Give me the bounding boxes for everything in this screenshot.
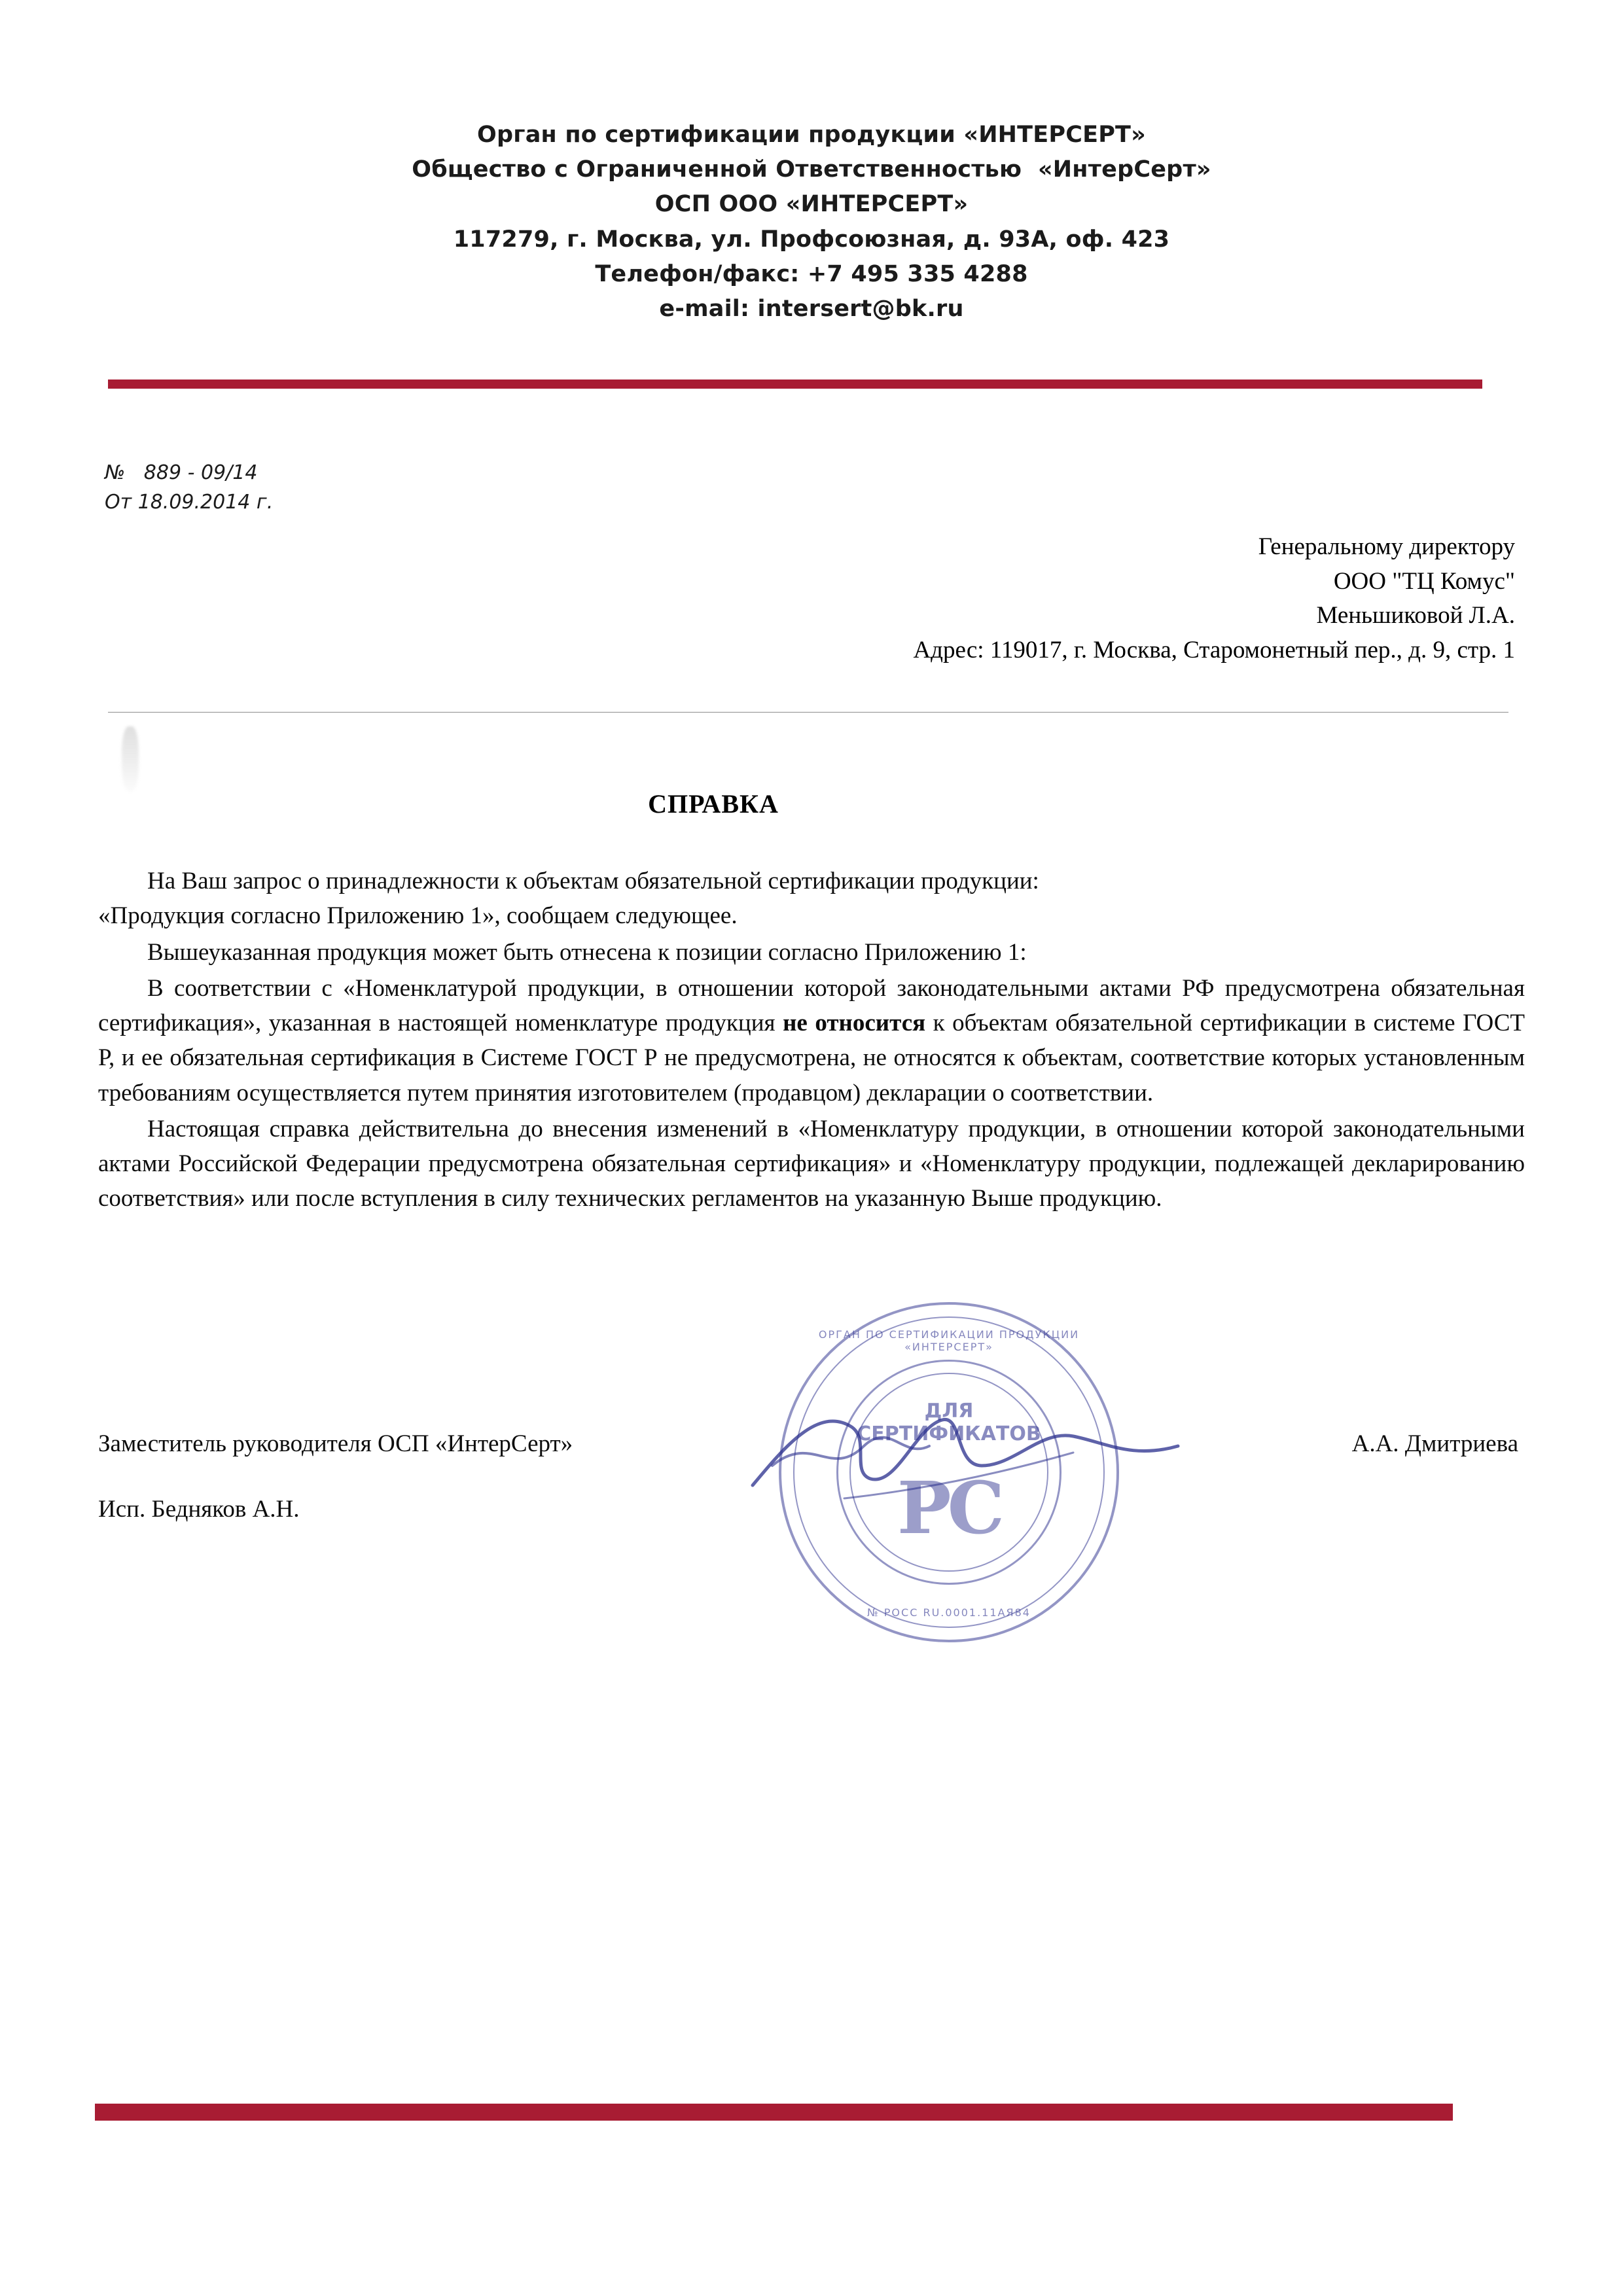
stamp-center-line-2: СЕРТИФИКАТОВ — [857, 1422, 1041, 1445]
letterhead-address: 117279, г. Москва, ул. Профсоюзная, д. 93А, оф. 423 — [453, 226, 1170, 253]
paragraph-position: Вышеуказанная продукция может быть отнесена к позиции согласно Приложению 1: — [147, 938, 1027, 966]
addressee-name: Меньшиковой Л.А. — [1316, 602, 1515, 629]
section-divider — [108, 712, 1508, 713]
executor-line: Исп. Бедняков А.Н. — [98, 1496, 300, 1523]
outgoing-date: От 18.09.2014 г. — [105, 491, 274, 514]
signatory-position: Заместитель руководителя ОСП «ИнтерСерт» — [98, 1430, 573, 1457]
paragraph-request-line2: «Продукция согласно Приложению 1», сообщаем следующее. — [98, 902, 738, 930]
letterhead-line-3: ОСП ООО «ИНТЕРСЕРТ» — [654, 191, 969, 218]
paragraph-nomenclature-b: к объектам обязательной сертификации в системе ГОСТ Р, и ее обязательная сертификация в Системе ГОСТ Р не предусмотрена, не относятся к объектам, соответствие которых установленным требованиям осуществляется путем принятия изготовителем (продавцом) декларации о соответствии. — [98, 1010, 1525, 1106]
paragraph-nomenclature-emphasis: не относится — [783, 1010, 926, 1037]
letterhead-line-1: Орган по сертификации продукции «ИНТЕРСЕРТ» — [477, 122, 1146, 148]
addressee-position: Генеральному директору — [1258, 533, 1515, 560]
signatory-name: А.А. Дмитриева — [1351, 1430, 1518, 1457]
handwritten-signature — [733, 1368, 1191, 1518]
paragraph-nomenclature-a: В соответствии с «Номенклатурой продукции, в отношении которой законодательными актами РФ предусмотрена обязательная сертификация», указанная в настоящей номенклатуре продукция — [98, 974, 1525, 1037]
letterhead-email: e-mail: intersert@bk.ru — [659, 295, 964, 322]
addressee-company: ООО "ТЦ Комус" — [1333, 567, 1515, 595]
stamp-center-line-1: ДЛЯ — [924, 1400, 974, 1422]
page-title: СПРАВКА — [648, 789, 779, 819]
footer-divider-red — [95, 2097, 1453, 2121]
header-divider-red — [108, 380, 1482, 389]
addressee-block — [913, 530, 1515, 667]
document-body — [98, 864, 1525, 1218]
letterhead — [0, 118, 1623, 327]
stamp-outer-text: ОРГАН ПО СЕРТИФИКАЦИИ ПРОДУКЦИИ «ИНТЕРСЕРТ» — [818, 1328, 1080, 1353]
official-seal-stamp — [779, 1302, 1119, 1642]
paragraph-request — [98, 864, 1525, 934]
stamp-center-text — [779, 1400, 1119, 1445]
outgoing-reference — [105, 458, 273, 517]
addressee-address: Адрес: 119017, г. Москва, Старомонетный пер., д. 9, стр. 1 — [913, 636, 1515, 663]
paragraph-validity: Настоящая справка действительна до внесения изменений в «Номенклатуру продукции, в отношении которой законодательными актами Российской Федерации предусмотрена обязательная сертификация» и «Номенклатуру продукции, подлежащей декларированию соответствия» или после вступления в силу технических регламентов на указанную Выше продукцию. — [98, 1115, 1525, 1212]
paragraph-request-line1: На Ваш запрос о принадлежности к объектам обязательной сертификации продукции: — [147, 868, 1039, 894]
outgoing-number: № 889 - 09/14 — [105, 461, 258, 484]
letterhead-phone: Телефон/факс: +7 495 335 4288 — [595, 260, 1028, 287]
scan-artifact — [122, 726, 139, 792]
stamp-emblem: РС — [897, 1466, 1001, 1550]
paragraph-nomenclature — [98, 971, 1525, 1110]
stamp-registry-number: № РОСС RU.0001.11АЯ84 — [867, 1606, 1031, 1619]
letterhead-line-2: Общество с Ограниченной Ответственностью «ИнтерСерт» — [412, 156, 1211, 183]
